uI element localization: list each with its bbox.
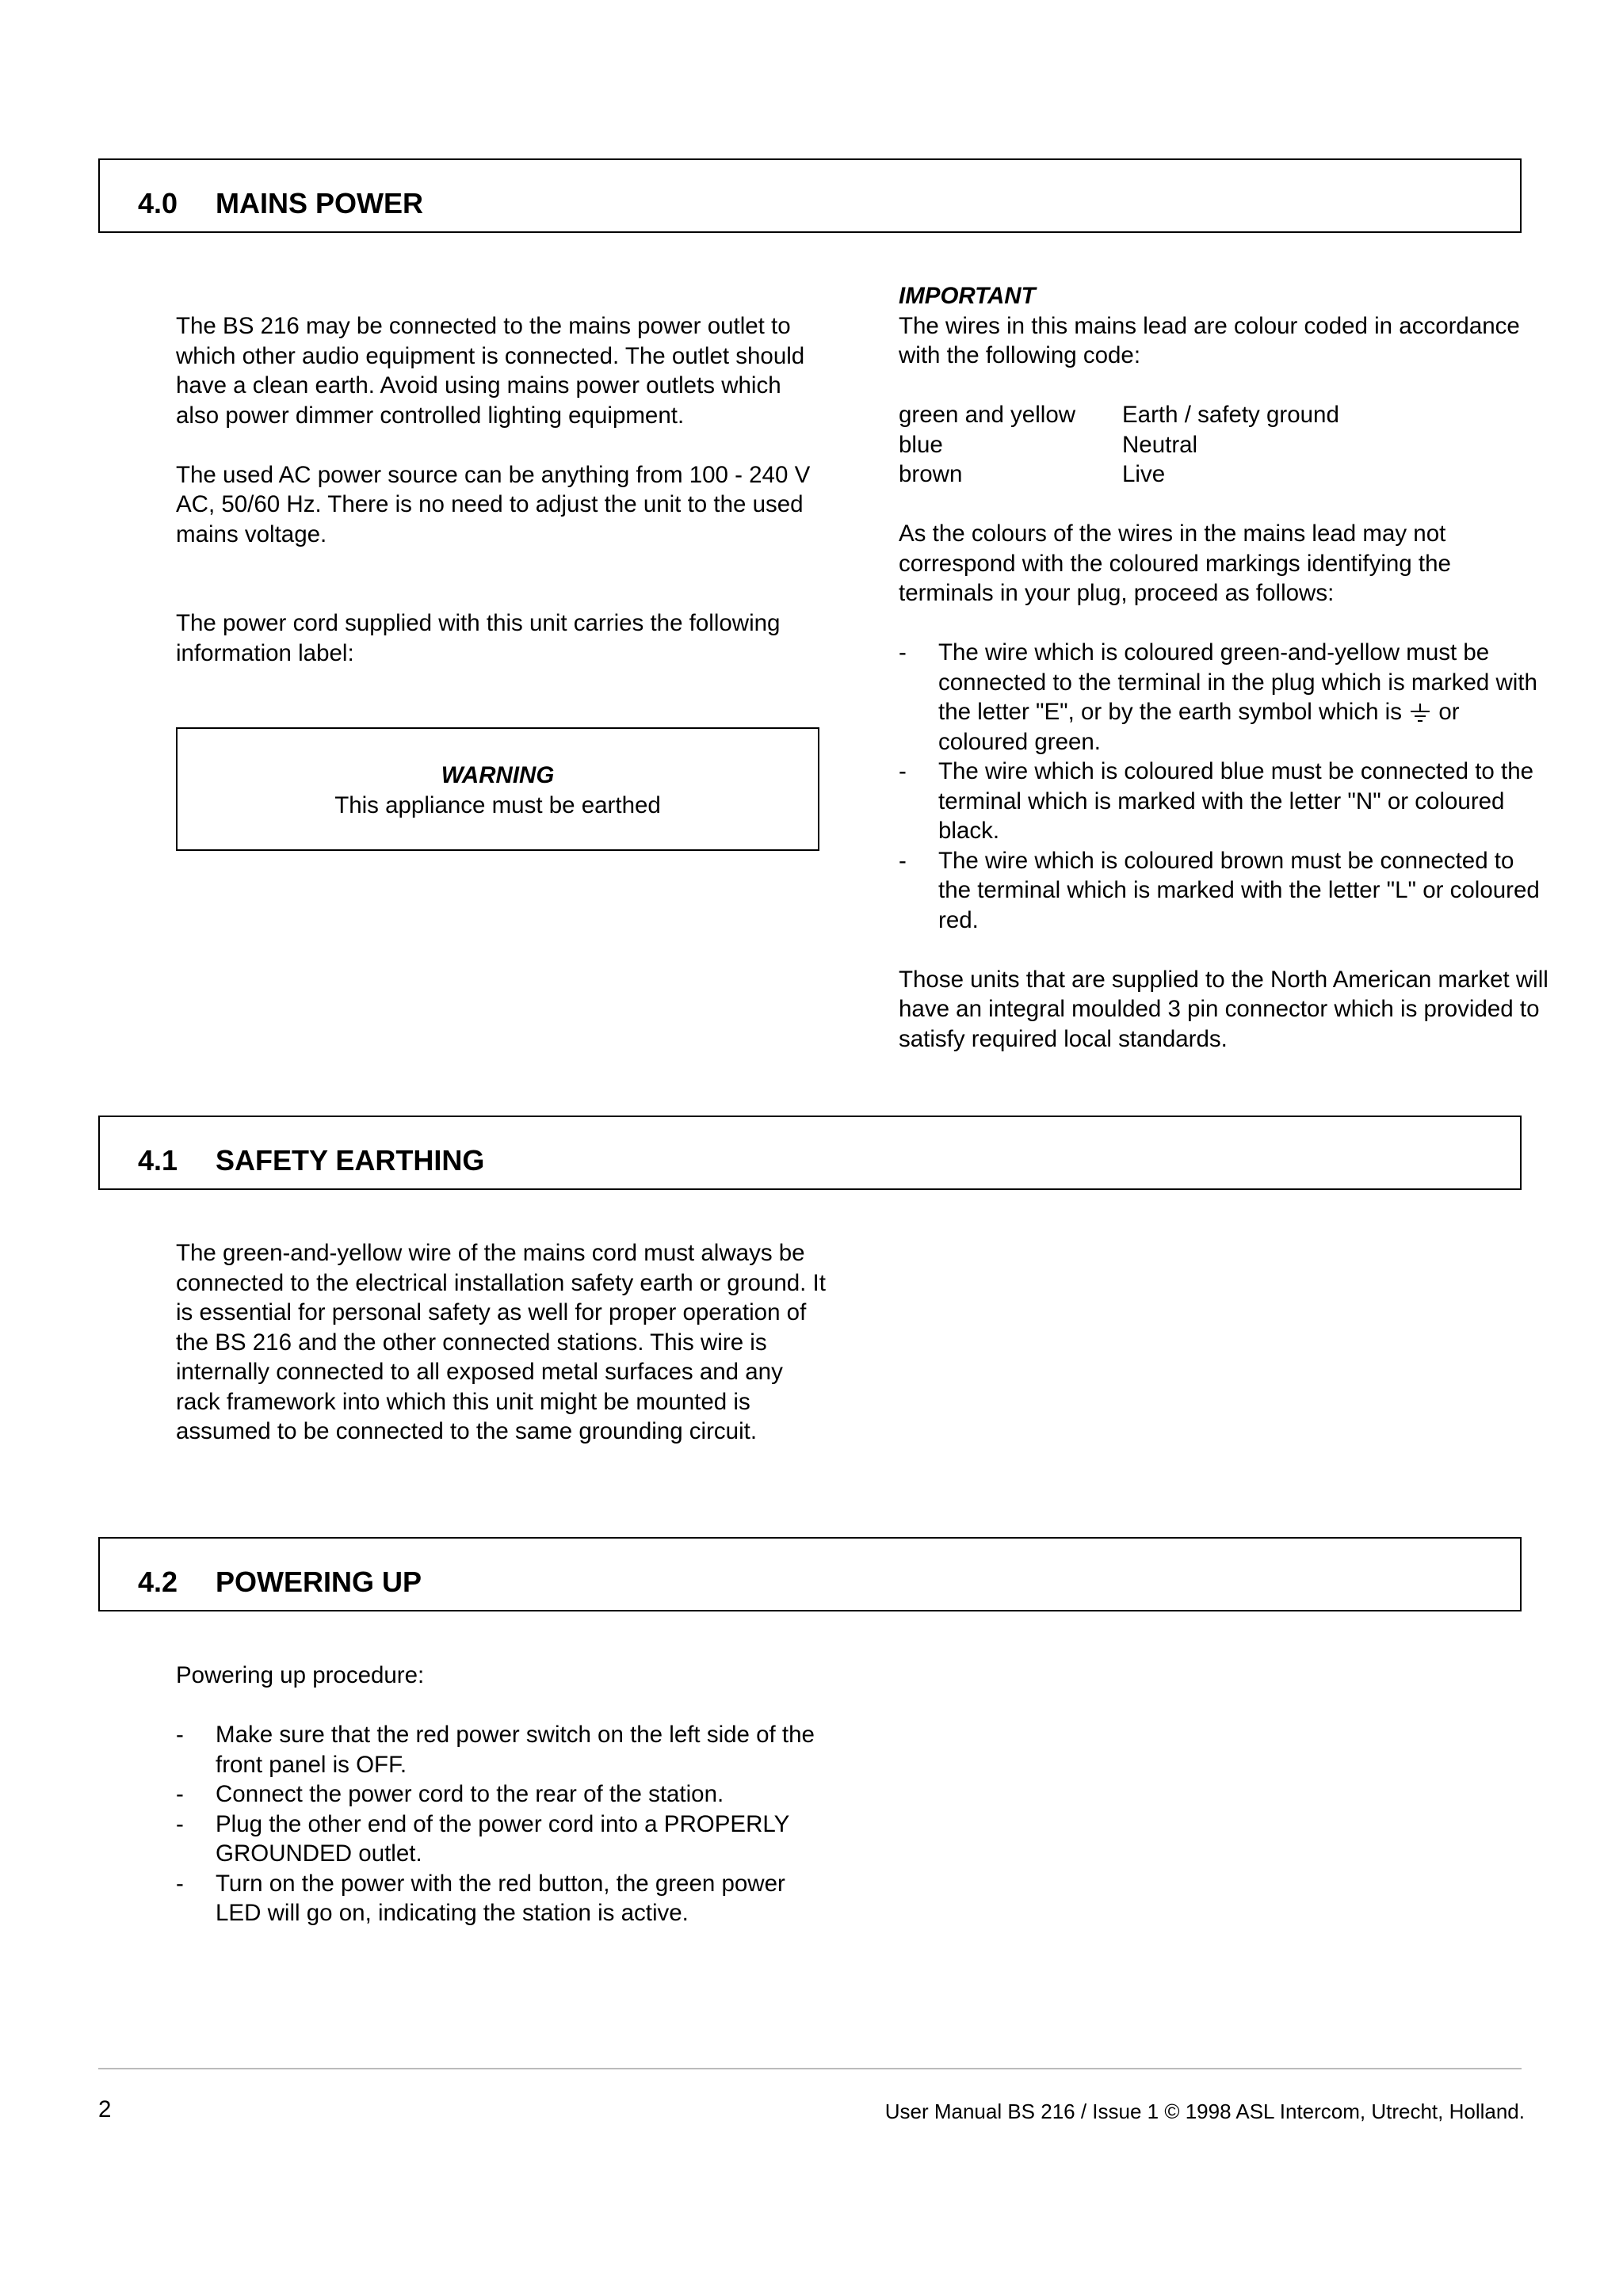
section-number: 4.0 — [138, 187, 178, 219]
list-item: - The wire which is coloured green-and-yellow must be connected to the terminal in the plug which is marked with the letter "E", or by the earth symbol which is or coloured green. — [899, 639, 1537, 755]
mains-power-text — [176, 311, 826, 668]
section-header-mains-power — [98, 158, 1522, 233]
list-item: - Turn on the power with the red button, the green power LED will go on, indicating the station is active. — [176, 1870, 785, 1926]
section-title: SAFETY EARTHING — [216, 1144, 485, 1177]
important-notes — [899, 281, 1549, 1054]
list-item: - Make sure that the red power switch on the left side of the front panel is OFF. — [176, 1722, 815, 1778]
list-item: - Plug the other end of the power cord into a PROPERLY GROUNDED outlet. — [176, 1810, 789, 1867]
paragraph: The wires in this mains lead are colour coded in accordance with the following code: — [899, 312, 1520, 368]
list-item-text: Connect the power cord to the rear of the station. — [216, 1781, 724, 1807]
section-number: 4.1 — [138, 1144, 178, 1177]
wire-colour: green and yellow — [899, 402, 1076, 428]
paragraph: Those units that are supplied to the North American market will have an integral moulded 3 pin connector which is provided to satisfy required local standards. — [899, 966, 1549, 1052]
section-header-safety-earthing — [98, 1116, 1522, 1190]
wire-meaning: Neutral — [1122, 431, 1198, 458]
wiring-instructions — [899, 638, 1549, 935]
section-title: MAINS POWER — [216, 187, 424, 219]
section-title: POWERING UP — [216, 1566, 422, 1598]
list-item-text: Plug the other end of the power cord into a PROPERLY GROUNDED outlet. — [216, 1810, 789, 1867]
wire-code-row — [899, 430, 1549, 460]
wire-code-row — [899, 460, 1549, 490]
important-title: IMPORTANT — [899, 283, 1036, 309]
paragraph: As the colours of the wires in the mains lead may not correspond with the coloured markings identifying the terminals in your plug, proceed as follows: — [899, 521, 1451, 606]
list-item-text: The wire which is coloured blue must be connected to the terminal which is marked with the letter "N" or coloured black. — [938, 758, 1534, 844]
footer-divider — [98, 2068, 1522, 2069]
list-item: - The wire which is coloured blue must be connected to the terminal which is marked with the letter "N" or coloured black. — [899, 758, 1534, 844]
paragraph: The power cord supplied with this unit carries the following information label: — [176, 610, 781, 666]
wire-code-row — [899, 400, 1549, 430]
list-item-text: or coloured green. — [938, 699, 1460, 755]
section-number: 4.2 — [138, 1566, 178, 1598]
warning-text: This appliance must be earthed — [334, 791, 661, 818]
list-item: - The wire which is coloured brown must be connected to the terminal which is marked with the letter "L" or coloured red. — [899, 847, 1540, 933]
paragraph: Powering up procedure: — [176, 1662, 425, 1688]
page-number: 2 — [98, 2096, 112, 2122]
footer-text: User Manual BS 216 / Issue 1 © 1998 ASL Intercom, Utrecht, Holland. — [884, 2100, 1525, 2123]
paragraph: The used AC power source can be anything from 100 - 240 V AC, 50/60 Hz. There is no need to adjust the unit to the used mains voltage. — [176, 461, 811, 547]
wire-meaning: Live — [1122, 461, 1166, 487]
wire-colour: blue — [899, 431, 943, 458]
paragraph: The green-and-yellow wire of the mains cord must always be connected to the electrical installation safety earth or ground. It is essential for personal safety as well for proper operation of the BS 216 and the other connected stations. This wire is internally connected to all exposed metal surfaces and any rack framework into which this unit might be mounted is assumed to be connected to the same grounding circuit. — [176, 1240, 826, 1444]
list-item-text: The wire which is coloured green-and-yellow must be connected to the terminal in the plug which is marked with the letter "E", or by the earth symbol which is — [938, 639, 1537, 725]
powering-up-text — [176, 1661, 826, 1928]
earth-symbol-icon — [1408, 703, 1432, 723]
wire-meaning: Earth / safety ground — [1122, 402, 1339, 428]
warning-label-box — [176, 727, 819, 851]
list-item-text: The wire which is coloured brown must be connected to the terminal which is marked with the letter "L" or coloured red. — [938, 847, 1540, 933]
safety-earthing-text — [176, 1238, 826, 1447]
list-item: - Connect the power cord to the rear of the station. — [176, 1781, 724, 1807]
section-header-powering-up — [98, 1537, 1522, 1611]
wire-colour-table — [899, 400, 1549, 490]
wire-colour: brown — [899, 461, 963, 487]
paragraph: The BS 216 may be connected to the mains power outlet to which other audio equipment is connected. The outlet should have a clean earth. Avoid using mains power outlets which also power dimmer controlled lighting equipment. — [176, 313, 805, 429]
list-item-text: Turn on the power with the red button, the green power LED will go on, indicating the station is active. — [216, 1870, 785, 1926]
powering-up-steps — [176, 1720, 826, 1928]
list-item-text: Make sure that the red power switch on the left side of the front panel is OFF. — [216, 1722, 815, 1778]
warning-title: WARNING — [441, 762, 555, 788]
